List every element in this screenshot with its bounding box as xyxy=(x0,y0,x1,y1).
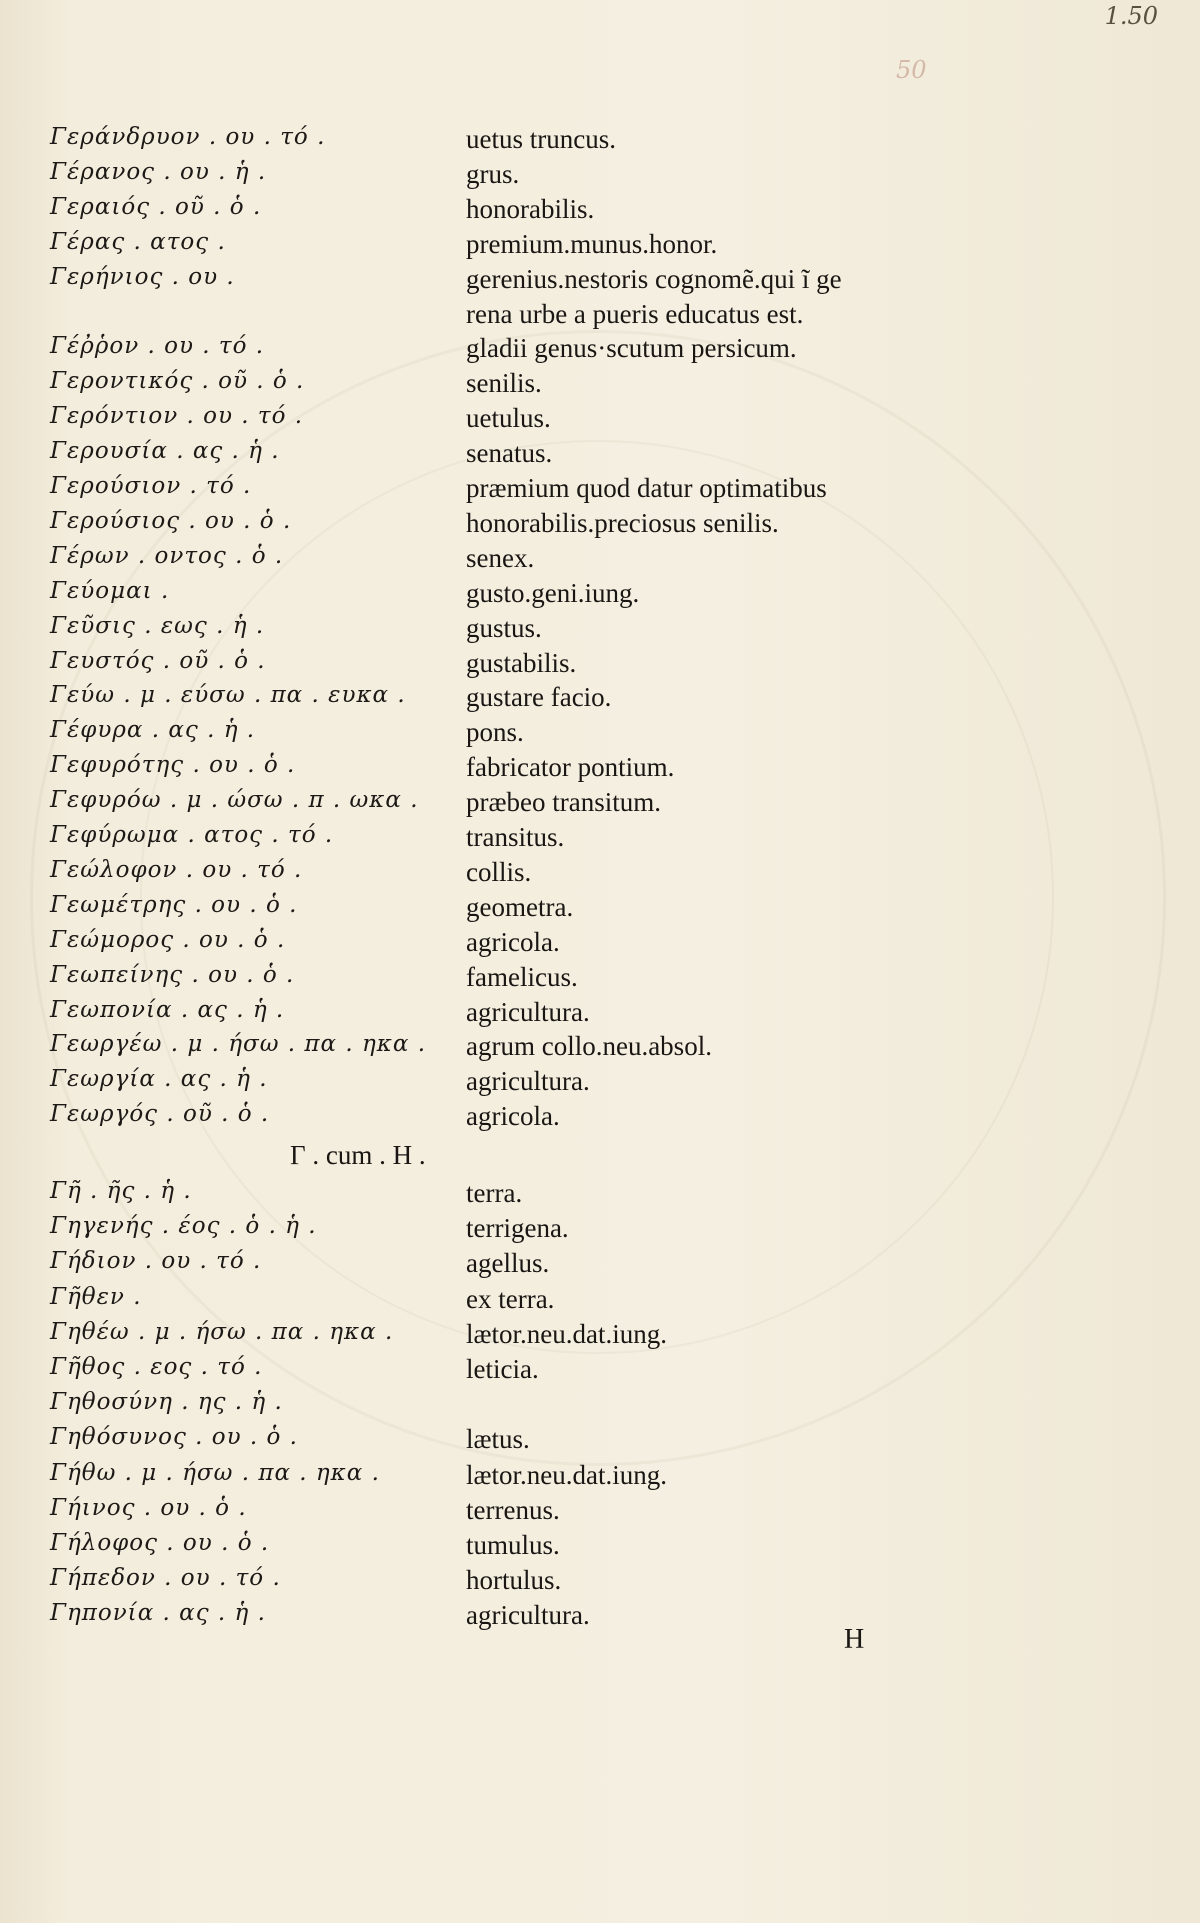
entry-row xyxy=(0,682,1200,716)
latin-gloss: uetus truncus. xyxy=(466,124,616,154)
section-heading: Γ . cum . Η . xyxy=(290,1140,426,1170)
greek-headword: Γεύω . μ . εύσω . πα . ευκα . xyxy=(50,682,406,709)
latin-gloss: agrum collo.neu.absol. xyxy=(466,1031,712,1062)
greek-headword: Γῆ . ῆς . ἡ . xyxy=(50,1178,192,1204)
entry-row xyxy=(0,1495,1200,1529)
entry-row xyxy=(0,124,1200,158)
greek-headword: Γηθέω . μ . ήσω . πα . ηκα . xyxy=(50,1318,394,1345)
greek-headword: Γέῤῥον . ου . τό . xyxy=(50,333,265,360)
latin-gloss: pons. xyxy=(466,717,524,748)
latin-gloss: lætor.neu.dat.iung. xyxy=(466,1459,667,1490)
greek-headword: Γεώλοφον . ου . τό . xyxy=(50,856,303,883)
latin-gloss: collis. xyxy=(466,856,532,887)
entry-row xyxy=(0,508,1200,542)
greek-headword: Γηθοσύνη . ης . ἡ . xyxy=(50,1389,283,1416)
entry-row xyxy=(0,1389,1200,1423)
latin-gloss: grus. xyxy=(466,158,520,189)
entry-row xyxy=(0,543,1200,577)
greek-headword: Γεωργός . οῦ . ὁ . xyxy=(50,1101,270,1128)
greek-headword: Γεύομαι . xyxy=(50,577,170,604)
entry-row xyxy=(0,159,1200,193)
latin-gloss: uetulus. xyxy=(466,403,551,434)
greek-headword: Γήθω . μ . ήσω . πα . ηκα . xyxy=(50,1459,380,1486)
greek-headword: Γεφύρωμα . ατος . τό . xyxy=(50,822,334,848)
entry-row xyxy=(0,962,1200,996)
entry-row xyxy=(0,1101,1200,1135)
greek-headword: Γεῦσις . εως . ἡ . xyxy=(50,612,265,639)
entry-row xyxy=(0,1284,1200,1318)
greek-headword: Γηπονία . ας . ἡ . xyxy=(50,1600,266,1627)
entry-row xyxy=(0,717,1200,751)
latin-gloss: agricultura. xyxy=(466,996,590,1027)
greek-headword: Γηθόσυνος . ου . ὁ . xyxy=(50,1424,298,1451)
greek-headword: Γηγενής . έος . ὁ . ἡ . xyxy=(50,1213,317,1240)
greek-headword: Γέρανος . ου . ἡ . xyxy=(50,158,267,185)
entry-row xyxy=(0,368,1200,402)
pencil-folio-number: 50 xyxy=(896,56,927,84)
entry-row xyxy=(0,613,1200,647)
entry-row xyxy=(0,1565,1200,1599)
latin-gloss: ex terra. xyxy=(466,1283,555,1314)
latin-gloss: lætus. xyxy=(466,1424,530,1455)
catchword: Η xyxy=(844,1624,865,1655)
latin-gloss: fabricator pontium. xyxy=(466,752,675,783)
entry-row xyxy=(0,1031,1200,1065)
entry-row xyxy=(0,1354,1200,1388)
latin-gloss: famelicus. xyxy=(466,961,578,992)
entry-row xyxy=(0,997,1200,1031)
entry-row xyxy=(0,892,1200,926)
entry-row xyxy=(0,1530,1200,1564)
greek-headword: Γερούσιος . ου . ὁ . xyxy=(50,507,292,534)
latin-gloss: terrenus. xyxy=(466,1494,560,1525)
entry-row xyxy=(0,403,1200,437)
greek-headword: Γεωπείνης . ου . ὁ . xyxy=(50,961,295,988)
latin-gloss: terrigena. xyxy=(466,1213,569,1244)
entry-row xyxy=(0,857,1200,891)
greek-headword: Γεραιός . οῦ . ὁ . xyxy=(50,193,262,220)
latin-gloss: gustare facio. xyxy=(466,682,612,713)
greek-headword: Γέρων . οντος . ὁ . xyxy=(50,542,284,569)
entry-row xyxy=(0,1178,1200,1212)
latin-gloss: senilis. xyxy=(466,368,542,399)
greek-headword: Γερούσιον . τό . xyxy=(50,473,252,499)
entry-row xyxy=(0,822,1200,856)
greek-headword: Γέρας . ατος . xyxy=(50,228,226,255)
greek-headword: Γεφυρόω . μ . ώσω . π . ωκα . xyxy=(50,787,419,814)
greek-headword: Γῆθος . εος . τό . xyxy=(50,1354,263,1380)
greek-headword: Γεράνδρυον . ου . τό . xyxy=(50,124,326,150)
greek-headword: Γερόντιον . ου . τό . xyxy=(50,403,304,430)
entry-row xyxy=(0,1600,1200,1634)
latin-gloss: gustabilis. xyxy=(466,647,577,678)
latin-gloss: premium.munus.honor. xyxy=(466,228,718,259)
latin-gloss: agricola. xyxy=(466,1101,560,1132)
entry-row xyxy=(0,1213,1200,1247)
greek-headword: Γερήνιος . ου . xyxy=(50,263,235,290)
entry-row xyxy=(0,438,1200,472)
entry-row xyxy=(0,1424,1200,1458)
latin-gloss: agricultura. xyxy=(466,1600,590,1631)
latin-gloss: geometra. xyxy=(466,891,574,922)
greek-headword: Γεωργία . ας . ἡ . xyxy=(50,1066,268,1093)
greek-headword: Γερουσία . ας . ἡ . xyxy=(50,438,280,465)
greek-headword: Γεωργέω . μ . ήσω . πα . ηκα . xyxy=(50,1031,426,1058)
latin-gloss: terra. xyxy=(466,1178,523,1208)
greek-headword: Γήπεδον . ου . τό . xyxy=(50,1565,281,1592)
greek-headword: Γήλοφος . ου . ὁ . xyxy=(50,1530,270,1556)
latin-gloss: senex. xyxy=(466,542,535,573)
latin-gloss: hortulus. xyxy=(466,1565,562,1596)
latin-gloss: agellus. xyxy=(466,1248,550,1279)
entry-row xyxy=(0,473,1200,507)
greek-headword: Γεωπονία . ας . ἡ . xyxy=(50,996,285,1023)
latin-gloss: lætor.neu.dat.iung. xyxy=(466,1318,667,1349)
entry-row xyxy=(0,1066,1200,1100)
greek-headword: Γήδιον . ου . τό . xyxy=(50,1248,262,1275)
latin-gloss: senatus. xyxy=(466,438,553,469)
latin-gloss: agricola. xyxy=(466,926,560,957)
greek-headword: Γεροντικός . οῦ . ὁ . xyxy=(50,368,305,395)
folio-number: 1.50 xyxy=(1104,2,1158,30)
greek-headword: Γεφυρότης . ου . ὁ . xyxy=(50,752,296,779)
greek-headword: Γεώμορος . ου . ὁ . xyxy=(50,926,286,953)
entry-row xyxy=(0,229,1200,263)
latin-gloss: gusto.geni.iung. xyxy=(466,577,640,608)
entry-row xyxy=(0,1460,1200,1494)
latin-gloss: tumulus. xyxy=(466,1530,560,1560)
greek-headword: Γευστός . οῦ . ὁ . xyxy=(50,647,266,674)
greek-headword: Γεωμέτρης . ου . ὁ . xyxy=(50,891,298,918)
latin-gloss: gladii genus·scutum persicum. xyxy=(466,333,797,364)
entry-row xyxy=(0,264,1200,298)
latin-gloss: transitus. xyxy=(466,822,565,852)
latin-gloss: præbeo transitum. xyxy=(466,787,661,818)
entry-row xyxy=(0,648,1200,682)
latin-gloss: honorabilis.preciosus senilis. xyxy=(466,507,779,538)
greek-headword: Γέφυρα . ας . ἡ . xyxy=(50,717,256,744)
latin-gloss: honorabilis. xyxy=(466,193,595,224)
latin-gloss: leticia. xyxy=(466,1354,539,1384)
entry-row xyxy=(0,299,1200,333)
entry-row xyxy=(0,927,1200,961)
entry-row xyxy=(0,787,1200,821)
entry-row xyxy=(0,333,1200,367)
greek-headword: Γήινος . ου . ὁ . xyxy=(50,1494,247,1521)
entry-row xyxy=(0,752,1200,786)
latin-gloss: præmium quod datur optimatibus xyxy=(466,473,827,503)
latin-gloss: rena urbe a pueris educatus est. xyxy=(466,298,804,329)
entry-row xyxy=(0,194,1200,228)
entry-row xyxy=(0,1248,1200,1282)
greek-headword: Γῆθεν . xyxy=(50,1283,142,1310)
entry-row xyxy=(0,1319,1200,1353)
latin-gloss: gustus. xyxy=(466,612,542,643)
latin-gloss: agricultura. xyxy=(466,1066,590,1097)
latin-gloss: gerenius.nestoris cognomẽ.qui ĩ ge xyxy=(466,263,842,294)
entry-row xyxy=(0,578,1200,612)
